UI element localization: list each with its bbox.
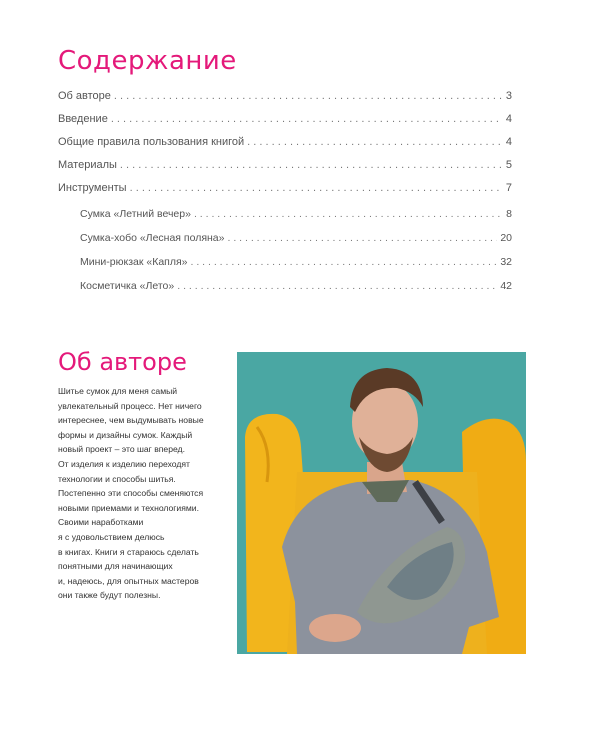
- about-line: я с удовольствием делюсь: [58, 531, 165, 542]
- author-photo: [237, 352, 526, 654]
- toc-leader-dots: [130, 182, 503, 194]
- toc-item-label: Сумка «Летний вечер»: [80, 208, 191, 220]
- toc-leader-dots: [120, 159, 503, 171]
- about-line: интереснее, чем выдумывать новые: [58, 415, 204, 426]
- toc-item-page: 32: [500, 256, 512, 268]
- toc-item-label: Мини-рюкзак «Капля»: [80, 256, 188, 268]
- toc-leader-dots: [194, 208, 503, 220]
- toc-item-label: Материалы: [58, 159, 117, 171]
- toc-item-page: 5: [505, 159, 512, 171]
- about-line: понятными для начинающих: [58, 561, 173, 572]
- toc-leader-dots: [177, 280, 497, 292]
- about-line: они также будут полезны.: [58, 590, 161, 601]
- toc-item[interactable]: [58, 90, 512, 113]
- toc-item[interactable]: [58, 159, 512, 182]
- toc-main-list: [58, 90, 512, 205]
- toc-item-label: Об авторе: [58, 90, 111, 102]
- toc-item-page: 3: [505, 90, 512, 102]
- toc-item-page: 4: [505, 136, 512, 148]
- toc-item[interactable]: [58, 113, 512, 136]
- toc-project-item[interactable]: [80, 208, 512, 232]
- about-line: новыми приемами и технологиями.: [58, 502, 199, 513]
- about-line: Своими наработками: [58, 517, 144, 528]
- toc-item-label: Косметичка «Лето»: [80, 280, 175, 292]
- toc-item-page: 4: [505, 113, 512, 125]
- toc-project-item[interactable]: [80, 256, 512, 280]
- about-line: Шитье сумок для меня самый: [58, 386, 178, 396]
- toc-item-page: 7: [505, 182, 512, 194]
- toc-item-label: Сумка-хобо «Лесная поляна»: [80, 232, 225, 244]
- about-author-text: [58, 384, 228, 603]
- toc-project-item[interactable]: [80, 280, 512, 304]
- toc-projects-list: [80, 208, 512, 304]
- about-line: От изделия к изделию переходят: [58, 458, 190, 469]
- toc-leader-dots: [191, 256, 498, 268]
- toc-item-label: Введение: [58, 113, 108, 125]
- toc-item-label: Общие правила пользования книгой: [58, 136, 245, 148]
- toc-item[interactable]: [58, 136, 512, 159]
- about-author-title: Об авторе: [58, 348, 187, 376]
- toc-leader-dots: [114, 90, 503, 102]
- toc-item[interactable]: [58, 182, 512, 205]
- about-line: и, надеюсь, для опытных мастеров: [58, 575, 199, 586]
- toc-item-page: 42: [500, 280, 512, 292]
- about-line: формы и дизайны сумок. Каждый: [58, 429, 193, 440]
- toc-project-item[interactable]: [80, 232, 512, 256]
- about-line: в книгах. Книги я стараюсь сделать: [58, 546, 199, 557]
- toc-item-page: 20: [500, 232, 512, 244]
- hand: [309, 614, 361, 642]
- toc-leader-dots: [227, 232, 497, 244]
- about-line: Постепенно эти способы сменяются: [58, 488, 204, 499]
- toc-item-label: Инструменты: [58, 182, 127, 194]
- toc-item-page: 8: [506, 208, 512, 220]
- toc-leader-dots: [247, 136, 503, 148]
- author-photo-illustration: [237, 352, 526, 654]
- about-line: увлекательный процесс. Нет ничего: [58, 400, 202, 411]
- about-line: новый проект – это шаг вперед.: [58, 444, 185, 455]
- about-line: технологии и способы шитья.: [58, 473, 176, 484]
- toc-title: Содержание: [58, 46, 237, 76]
- toc-leader-dots: [111, 113, 503, 125]
